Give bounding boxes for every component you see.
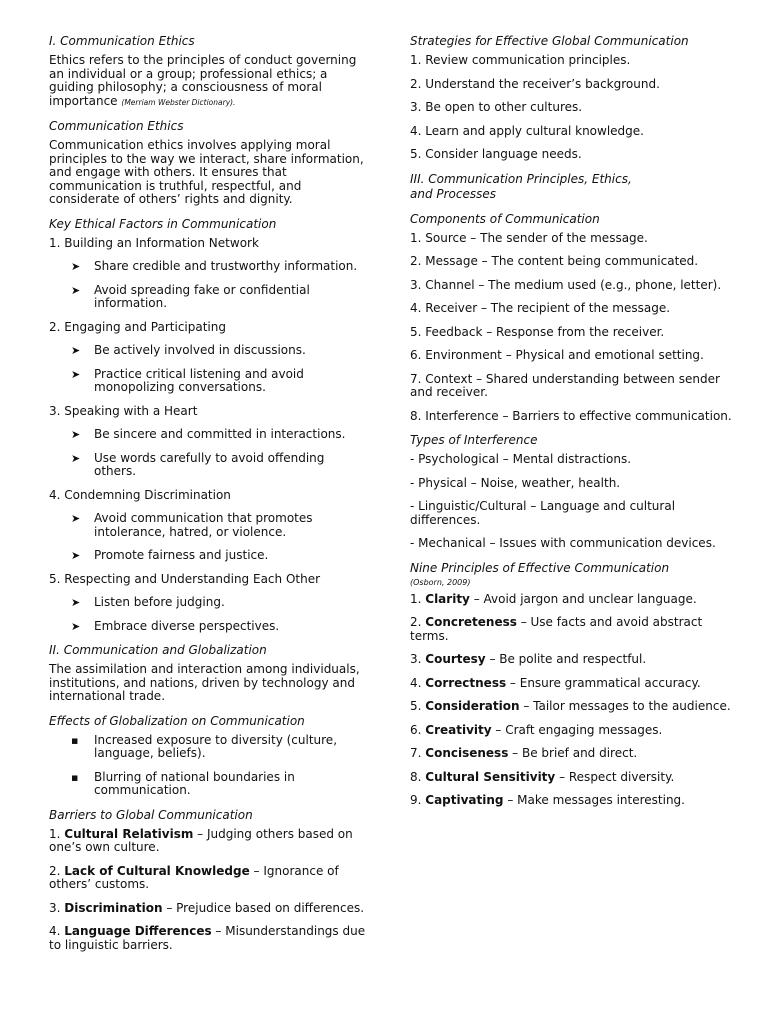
arrow-bullet-icon: ➤	[71, 619, 81, 633]
term: Lack of Cultural Knowledge	[64, 863, 250, 878]
section-heading: Types of Interference	[410, 433, 538, 447]
left-column	[49, 34, 369, 962]
list-item: 6. Creativity – Craft engaging messages.	[410, 722, 663, 737]
section-heading: Nine Principles of Effective Communication	[410, 560, 670, 575]
term: Captivating	[425, 793, 504, 807]
factor-title: 4. Condemning Discrimination	[49, 487, 231, 502]
arrow-bullet-icon: ➤	[71, 260, 81, 273]
list-item: 3. Discrimination – Prejudice based on differences.	[49, 900, 365, 915]
list-item: 8. Cultural Sensitivity – Respect diversity.	[410, 769, 675, 784]
list-item: 7. Conciseness – Be brief and direct.	[410, 746, 638, 760]
factor-title: 3. Speaking with a Heart	[49, 403, 198, 418]
list-item: 4. Receiver – The recipient of the message.	[410, 301, 671, 315]
factor-title: 1. Building an Information Network	[49, 235, 259, 250]
list-item: 4. Language Differences – Misunderstandings due to linguistic barriers.	[49, 924, 366, 952]
arrow-bullet-icon: ➤	[71, 549, 81, 562]
section-heading: Components of Communication	[410, 211, 600, 226]
list-item: 3. Channel – The medium used (e.g., phone, letter).	[410, 277, 722, 292]
list-item: 3. Courtesy – Be polite and respectful.	[410, 652, 647, 666]
list-item: ➤ Avoid spreading fake or confidential information.	[71, 282, 310, 310]
list-item: - Linguistic/Cultural – Language and cultural differences.	[410, 499, 676, 527]
list-item: - Psychological – Mental distractions.	[410, 452, 632, 466]
term: Discrimination	[64, 900, 163, 915]
list-item: ➤ Listen before judging.	[71, 595, 225, 609]
list-item: 1. Source – The sender of the message.	[410, 230, 648, 245]
section-heading: Barriers to Global Communication	[49, 807, 253, 822]
list-item: 7. Context – Shared understanding between sender and receiver.	[410, 371, 720, 399]
term: Creativity	[425, 722, 492, 737]
list-item: - Physical – Noise, weather, health.	[410, 475, 621, 490]
list-item: 1. Review communication principles.	[410, 53, 631, 67]
list-item: 9. Captivating – Make messages interesting.	[410, 793, 685, 807]
arrow-bullet-icon: ➤	[71, 512, 81, 525]
list-item: ▪ Blurring of national boundaries in communication.	[71, 769, 295, 797]
list-item: 1. Cultural Relativism – Judging others based on one’s own culture.	[49, 826, 353, 854]
term: Concreteness	[425, 615, 517, 629]
citation: (Merriam Webster Dictionary).	[121, 97, 236, 107]
list-item: ➤ Embrace diverse perspectives.	[71, 618, 280, 633]
list-item: 2. Message – The content being communicated.	[410, 254, 699, 268]
list-item: 3. Be open to other cultures.	[410, 100, 583, 114]
list-item: 6. Environment – Physical and emotional setting.	[410, 348, 704, 362]
term: Cultural Relativism	[64, 826, 194, 841]
list-item: 5. Consider language needs.	[410, 147, 582, 161]
list-item: ▪ Increased exposure to diversity (culture, language, beliefs).	[71, 732, 338, 760]
section-heading: Key Ethical Factors in Communication	[49, 216, 277, 231]
factor-title: 2. Engaging and Participating	[49, 319, 226, 334]
paragraph: The assimilation and interaction among individuals, institutions, and nations, driven by technology and international trade.	[49, 662, 360, 703]
section-heading: I. Communication Ethics	[49, 34, 195, 48]
square-bullet-icon: ▪	[71, 733, 79, 747]
term: Correctness	[425, 675, 507, 690]
term: Conciseness	[425, 746, 509, 760]
list-item: ➤ Promote fairness and justice.	[71, 548, 269, 562]
term: Cultural Sensitivity	[425, 769, 556, 784]
arrow-bullet-icon: ➤	[71, 367, 81, 381]
list-item: ➤ Avoid communication that promotes intolerance, hatred, or violence.	[71, 511, 313, 539]
term: Clarity	[425, 591, 470, 606]
paragraph-text: Ethics refers to the principles of conduct governing an individual or a group; professional ethics; a guiding philosophy; a consciousness of moral importance	[49, 53, 357, 108]
list-item: ➤ Use words carefully to avoid offending others.	[71, 450, 325, 478]
list-item: ➤ Be sincere and committed in interactions.	[71, 427, 346, 441]
paragraph: Communication ethics involves applying moral principles to the way we interact, share information, and engage with others. It ensures that communication is truthful, respectful, and considerate of others’ rights and dignity.	[49, 138, 364, 206]
arrow-bullet-icon: ➤	[71, 283, 81, 297]
list-item: ➤ Practice critical listening and avoid monopolizing conversations.	[71, 366, 304, 394]
citation: (Osborn, 2009)	[410, 577, 471, 587]
list-item: 2. Lack of Cultural Knowledge – Ignorance of others’ customs.	[49, 863, 339, 891]
list-item: 5. Feedback – Response from the receiver.	[410, 324, 665, 339]
term: Consideration	[425, 699, 520, 713]
section-heading: Effects of Globalization on Communication	[49, 713, 305, 728]
term: Language Differences	[64, 924, 212, 938]
right-column	[410, 34, 740, 818]
term: Courtesy	[425, 652, 486, 666]
list-item: ➤ Share credible and trustworthy information.	[71, 259, 358, 273]
list-item: 5. Consideration – Tailor messages to the audience.	[410, 699, 731, 713]
list-item: 8. Interference – Barriers to effective communication.	[410, 408, 732, 423]
arrow-bullet-icon: ➤	[71, 344, 81, 357]
section-heading: Communication Ethics	[49, 119, 184, 133]
section-heading: Strategies for Effective Global Communication	[410, 34, 689, 48]
list-item: 2. Understand the receiver’s background.	[410, 76, 660, 91]
paragraph	[49, 54, 369, 109]
section-heading: III. Communication Principles, Ethics, and Processes	[410, 171, 632, 201]
arrow-bullet-icon: ➤	[71, 451, 81, 465]
list-item: 4. Correctness – Ensure grammatical accuracy.	[410, 675, 701, 690]
section-heading: II. Communication and Globalization	[49, 643, 267, 657]
square-bullet-icon: ▪	[71, 770, 79, 784]
arrow-bullet-icon: ➤	[71, 428, 81, 441]
list-item: - Mechanical – Issues with communication devices.	[410, 536, 716, 550]
list-item: 4. Learn and apply cultural knowledge.	[410, 123, 644, 138]
arrow-bullet-icon: ➤	[71, 596, 81, 609]
list-item: 1. Clarity – Avoid jargon and unclear language.	[410, 591, 697, 606]
factor-title: 5. Respecting and Understanding Each Other	[49, 571, 321, 586]
list-item: 2. Concreteness – Use facts and avoid abstract terms.	[410, 615, 703, 643]
list-item: ➤ Be actively involved in discussions.	[71, 343, 306, 357]
